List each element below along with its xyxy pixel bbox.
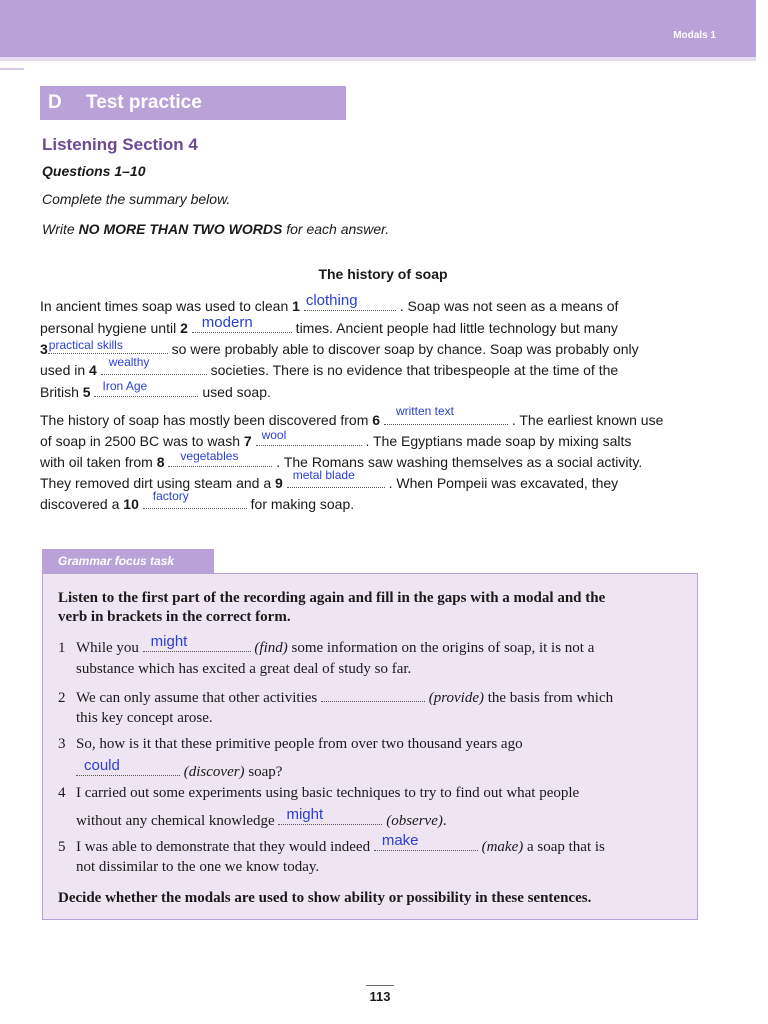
instruction-complete: Complete the summary below. xyxy=(42,191,231,207)
summary-line-9: They removed dirt using steam and a 9 metal blade . When Pompeii was excavated, they xyxy=(40,468,619,491)
grammar-intro-line-2: verb in brackets in the correct form. xyxy=(58,609,291,625)
margin-tick xyxy=(0,68,24,70)
header-shadow xyxy=(0,57,756,61)
grammar-sentence-3: 3 So, how is it that these primitive people from over two thousand years ago xyxy=(58,736,523,752)
grammar-sentence-2: 2 We can only assume that other activities (provide) the basis from which xyxy=(58,686,613,707)
summary-line-3: 3 practical skills so were probably able to discover soap by chance. Soap was probably only xyxy=(40,338,639,357)
section-banner xyxy=(40,86,346,120)
grammar-sentence-1: 1 While you might (find) some information on the origins of soap, it is not a xyxy=(58,633,595,656)
grammar-closing: Decide whether the modals are used to show ability or possibility in these sentences. xyxy=(58,890,592,906)
answer-blank-4[interactable]: wealthy xyxy=(101,360,207,375)
grammar-sentence-5-cont: not dissimilar to the one we know today. xyxy=(76,859,320,875)
grammar-blank-2[interactable] xyxy=(321,686,425,702)
running-title: Modals 1 xyxy=(673,30,716,41)
grammar-blank-1[interactable]: might xyxy=(143,636,251,652)
page-number: 113 xyxy=(369,989,391,1004)
grammar-sentence-4: 4 I carried out some experiments using basic techniques to try to find out what people xyxy=(58,785,580,801)
summary-title: The history of soap xyxy=(318,266,448,282)
grammar-sentence-4-cont: without any chemical knowledge might (observe). xyxy=(76,806,447,829)
answer-blank-6[interactable]: written text xyxy=(384,410,508,425)
summary-line-8: with oil taken from 8 vegetables . The Romans saw washing themselves as a social activity. xyxy=(40,449,643,470)
grammar-blank-3[interactable]: could xyxy=(76,760,180,776)
grammar-blank-4[interactable]: might xyxy=(278,809,382,825)
answer-blank-10[interactable]: factory xyxy=(143,494,247,509)
summary-line-2: personal hygiene until 2 modern times. Ancient people had little technology but many xyxy=(40,314,618,336)
answer-blank-8[interactable]: vegetables xyxy=(168,452,272,467)
summary-line-4: used in 4 wealthy societies. There is no evidence that tribespeople at the time of the xyxy=(40,355,619,378)
summary-line-10: discovered a 10 factory for making soap. xyxy=(40,489,355,512)
answer-blank-5[interactable]: Iron Age xyxy=(94,382,198,397)
answer-blank-9[interactable]: metal blade xyxy=(287,473,385,488)
page-number-rule xyxy=(366,985,394,986)
answer-blank-2[interactable]: modern xyxy=(192,318,292,333)
grammar-sentence-5: 5 I was able to demonstrate that they would indeed make (make) a soap that is xyxy=(58,832,605,855)
grammar-sentence-2-cont: this key concept arose. xyxy=(76,710,213,726)
section-title: Test practice xyxy=(86,92,202,113)
grammar-focus-tab: Grammar focus task xyxy=(42,549,214,573)
answer-blank-7[interactable]: wool xyxy=(256,431,362,446)
section-letter: D xyxy=(48,92,62,113)
instruction-word-limit: Write NO MORE THAN TWO WORDS for each answer. xyxy=(42,221,390,237)
summary-line-5: British 5 Iron Age used soap. xyxy=(40,379,271,400)
summary-line-7: of soap in 2500 BC was to wash 7 wool . The Egyptians made soap by mixing salts xyxy=(40,428,632,449)
grammar-intro-line-1: Listen to the first part of the recording again and fill in the gaps with a modal and the xyxy=(58,590,606,606)
grammar-sentence-1-cont: substance which has excited a great deal of study so far. xyxy=(76,661,412,677)
listening-heading: Listening Section 4 xyxy=(42,135,198,154)
summary-line-6: The history of soap has mostly been discovered from 6 written text . The earliest known use xyxy=(40,404,664,428)
header-bar xyxy=(0,0,756,57)
answer-blank-3[interactable]: practical skills xyxy=(48,339,168,354)
questions-range: Questions 1–10 xyxy=(42,163,146,179)
summary-line-1: In ancient times soap was used to clean 1 clothing . Soap was not seen as a means of xyxy=(40,292,619,314)
grammar-sentence-3-cont: could (discover) soap? xyxy=(76,760,282,781)
answer-blank-1[interactable]: clothing xyxy=(304,296,396,311)
grammar-blank-5[interactable]: make xyxy=(374,835,478,851)
